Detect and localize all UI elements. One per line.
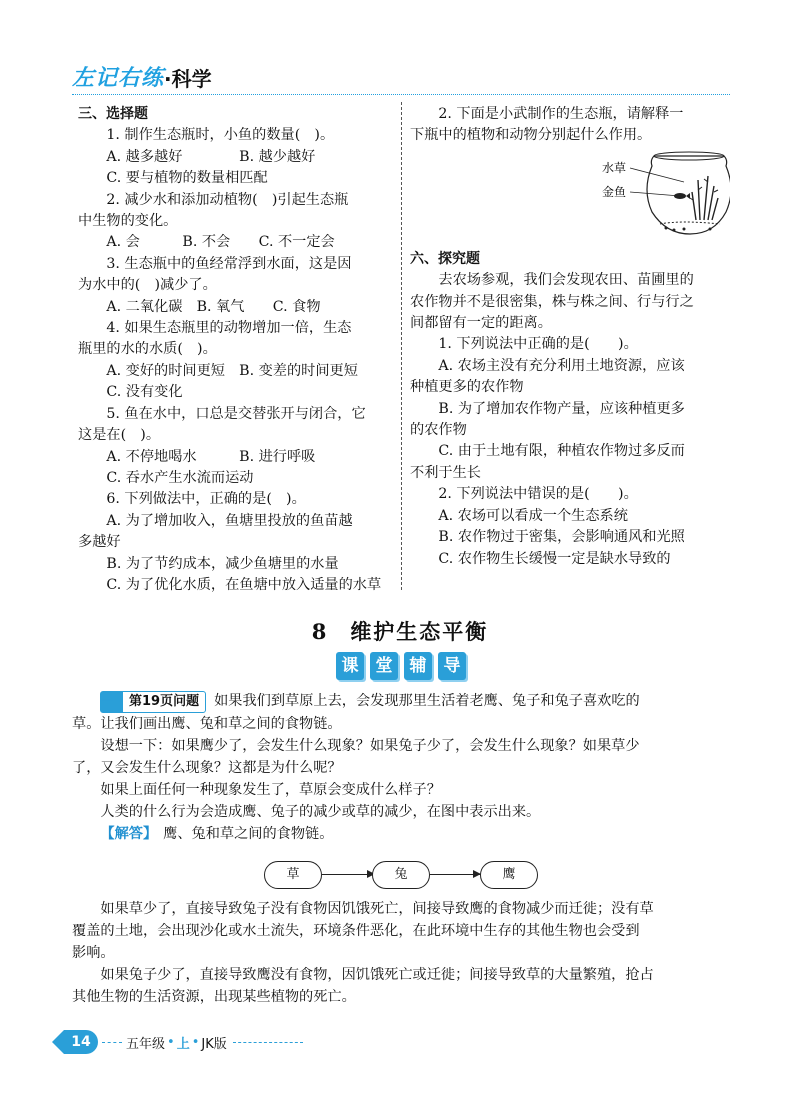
text-line: 种植更多的农作物 [410, 379, 524, 396]
food-chain-node: 草 [264, 861, 322, 889]
chapter-title: 维护生态平衡 [350, 620, 489, 644]
explain-paragraph-cont: 其他生物的生活资源，出现某些植物的死亡。 [72, 989, 356, 1005]
text-line: B. 为了节约成本，减少鱼塘里的水量 [106, 555, 339, 572]
explain-paragraph: 如果草少了，直接导致兔子没有食物因饥饿死亡，间接导致鹰的食物减少而迁徙；没有草 [100, 901, 654, 917]
section-choice-title: 三、选择题 [78, 106, 148, 122]
intro-text: 如果我们到草原上去，会发现那里生活着老鹰、兔子和兔子喜欢吃的 [214, 693, 640, 709]
food-chain-arrow [430, 874, 480, 875]
section-inquiry-title: 六、探究题 [410, 250, 480, 267]
intro-paragraph: 如果上面任何一种现象发生了，草原会变成什么样子？ [100, 782, 441, 798]
classroom-banner [336, 652, 466, 680]
text-line: A. 农场可以看成一个生态系统 [438, 507, 628, 524]
ecobottle-figure [600, 150, 730, 244]
tag-label: 第19页问题 [129, 694, 200, 709]
explain-paragraph-cont: 覆盖的土地，会出现沙化或水土流失，环境条件恶化，在此环境中生存的其他生物也会受到 [72, 923, 640, 939]
text-line: A. 不停地喝水 B. 进行呼吸 [106, 448, 316, 465]
label-plant: 水草 [602, 161, 627, 175]
text-line: 3. 生态瓶中的鱼经常浮到水面，这是因 [106, 255, 352, 272]
intro-paragraph: 人类的什么行为会造成鹰、兔子的减少或草的减少，在图中表示出来。 [100, 804, 541, 820]
chapter-heading [0, 616, 800, 646]
header-rule [72, 94, 730, 95]
text-line: 中生物的变化。 [78, 213, 178, 230]
text-line: C. 要与植物的数量相匹配 [106, 170, 268, 187]
page-question-tag [100, 691, 206, 713]
text-line: C. 由于土地有限，种植农作物过多反而 [438, 443, 685, 460]
edition-label: JK版 [201, 1036, 227, 1052]
text-line: 2. 下列说法中错误的是( )。 [438, 486, 638, 503]
banner-char: 辅 [404, 652, 432, 680]
text-line: B. 农作物过于密集，会影响通风和光照 [438, 529, 685, 546]
ecobottle-question [410, 104, 736, 147]
subject-title: ·科学 [164, 67, 212, 91]
tag-mark: 一 [101, 692, 123, 712]
text-line: C. 没有变化 [106, 384, 183, 401]
page-header [72, 60, 212, 92]
text-line: A. 会 B. 不会 C. 不一定会 [106, 234, 335, 251]
food-chain-arrow [322, 874, 374, 875]
text-line: 多越好 [78, 534, 121, 551]
chapter-number: 8 [311, 619, 329, 644]
page-number: 14 [64, 1030, 98, 1054]
text-line: 下瓶中的植物和动物分别起什么作用。 [410, 127, 652, 144]
text-line: 不利于生长 [410, 464, 481, 481]
text-line: A. 越多越好 B. 越少越好 [106, 148, 316, 165]
food-chain-node: 鹰 [480, 861, 538, 889]
text-line: 2. 减少水和添加动植物( )引起生态瓶 [106, 191, 349, 208]
text-line: 5. 鱼在水中，口总是交替张开与闭合，它 [106, 405, 366, 422]
text-line: A. 二氧化碳 B. 氧气 C. 食物 [106, 298, 321, 315]
text-line: 瓶里的水的水质( )。 [78, 341, 217, 358]
text-line: 4. 如果生态瓶里的动物增加一倍，生态 [106, 320, 352, 337]
left-column [78, 104, 396, 596]
text-line: A. 变好的时间更短 B. 变差的时间更短 [106, 362, 358, 379]
text-line: 1. 下列说法中正确的是( )。 [438, 336, 638, 353]
answer-explanation [72, 898, 732, 1008]
text-line: C. 为了优化水质，在鱼塘中放入适量的水草 [106, 576, 382, 593]
page-footer: 14 五年级 • 上 • JK版 [64, 1030, 303, 1054]
text-line: 1. 制作生态瓶时，小鱼的数量( )。 [106, 127, 335, 144]
choice-questions [78, 125, 396, 596]
brand-title: 左记右练 [72, 66, 165, 91]
text-line: A. 为了增加收入，鱼塘里投放的鱼苗越 [106, 512, 353, 529]
term-label: 上 [176, 1036, 190, 1052]
intro-text-cont: 草。让我们画出鹰、兔和草之间的食物链。 [72, 716, 342, 732]
food-chain-diagram [264, 861, 536, 891]
lesson-intro [72, 690, 732, 845]
text-line: 的农作物 [410, 422, 467, 439]
text-line: C. 吞水产生水流而运动 [106, 469, 254, 486]
text-line: 为水中的( )减少了。 [78, 277, 217, 294]
food-chain-node: 兔 [372, 861, 430, 889]
text-line: 2. 下面是小武制作的生态瓶，请解释一 [438, 106, 684, 122]
banner-char: 课 [336, 652, 364, 680]
text-line: A. 农场主没有充分利用土地资源，应该 [438, 357, 685, 374]
explain-paragraph-cont: 影响。 [72, 945, 115, 961]
text-line: C. 农作物生长缓慢一定是缺水导致的 [438, 550, 671, 567]
answer-label: 【解答】 [100, 826, 158, 842]
intro-paragraph: 设想一下：如果鹰少了，会发生什么现象？如果兔子少了，会发生什么现象？如果草少 [100, 738, 640, 754]
text-line: 去农场参观，我们会发现农田、苗圃里的 [438, 272, 694, 289]
column-divider [401, 102, 402, 590]
grade-label: 五年级 [126, 1036, 166, 1052]
text-line: 6. 下列做法中，正确的是( )。 [106, 491, 306, 508]
explain-paragraph: 如果兔子少了，直接导致鹰没有食物，因饥饿死亡或迁徙；间接导致草的大量繁殖，抢占 [100, 967, 654, 983]
text-line: 间都留有一定的距离。 [410, 315, 552, 332]
text-line: 农作物并不是很密集，株与株之间、行与行之 [410, 293, 694, 310]
inquiry-questions [410, 270, 736, 570]
answer-text: 鹰、兔和草之间的食物链。 [163, 826, 334, 842]
intro-paragraph-cont: 了，又会发生什么现象？这都是为什么呢？ [72, 760, 342, 776]
banner-char: 堂 [370, 652, 398, 680]
banner-char: 导 [438, 652, 466, 680]
text-line: B. 为了增加农作物产量，应该种植更多 [438, 400, 685, 417]
text-line: 这是在( )。 [78, 427, 161, 444]
label-fish: 金鱼 [602, 185, 627, 199]
